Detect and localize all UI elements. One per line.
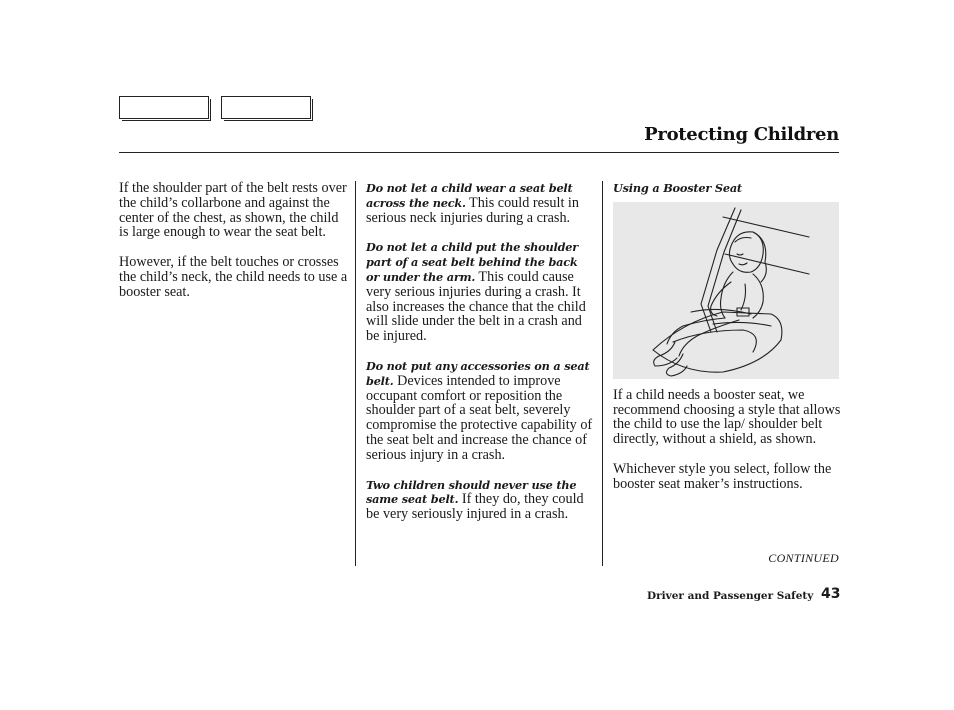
page-title: Protecting Children	[644, 124, 839, 145]
paragraph-booster-instructions: Whichever style you select, follow the booster seat maker’s instructions.	[613, 460, 832, 492]
paragraph-neck-booster: However, if the belt touches or crosses the child’s neck, the child needs to use a booster seat.	[119, 254, 348, 300]
warning-text: This could result in serious neck injuries during a crash.	[366, 194, 579, 226]
nav-tab-right[interactable]	[221, 96, 311, 119]
paragraph-shoulder-belt: If the shoulder part of the belt rests over the child’s collarbone and against the center of the chest, as shown, the child is large enough to wear the seat belt.	[119, 180, 347, 241]
section-heading-booster-seat: Using a Booster Seat	[613, 181, 742, 195]
warning-text: This could cause very serious injuries during a crash. It also increases the chance that the child will slide under the belt in a crash and be injured.	[366, 268, 586, 345]
column-divider	[602, 181, 603, 566]
warning-lead: Two children should never use the same seat belt.	[366, 477, 577, 507]
continued-label: CONTINUED	[768, 551, 839, 565]
footer-section-title: Driver and Passenger Safety	[647, 590, 814, 602]
title-divider	[119, 152, 839, 153]
warning-text: Devices intended to improve occupant comfort or reposition the shoulder part of a seat belt, severely compromise the protective capability of the seat belt and increase the chance of serious injury in a crash.	[366, 372, 593, 463]
warning-lead: Do not let a child put the shoulder part of a seat belt behind the back or under the arm.	[366, 240, 579, 284]
warning-lead: Do not let a child wear a seat belt across the neck.	[366, 181, 573, 210]
column-2	[366, 181, 594, 537]
warning-behind-back	[366, 240, 594, 344]
column-3	[613, 181, 845, 507]
warning-neck	[366, 181, 594, 225]
booster-seat-illustration	[613, 202, 839, 379]
child-in-booster-seat-figure	[613, 202, 839, 379]
warning-accessories	[366, 359, 594, 463]
column-divider	[355, 181, 356, 566]
warning-same-belt	[366, 478, 594, 522]
column-1	[119, 181, 349, 315]
warning-text: If they do, they could be very seriously injured in a crash.	[366, 491, 584, 523]
warning-lead: Do not put any accessories on a seat belt.	[366, 358, 590, 388]
nav-tab-left[interactable]	[119, 96, 209, 119]
paragraph-booster-recommendation: If a child needs a booster seat, we recommend choosing a style that allows the child to use the lap/ shoulder belt directly, without a shield, as shown.	[613, 386, 841, 448]
page-number: 43	[821, 586, 841, 602]
